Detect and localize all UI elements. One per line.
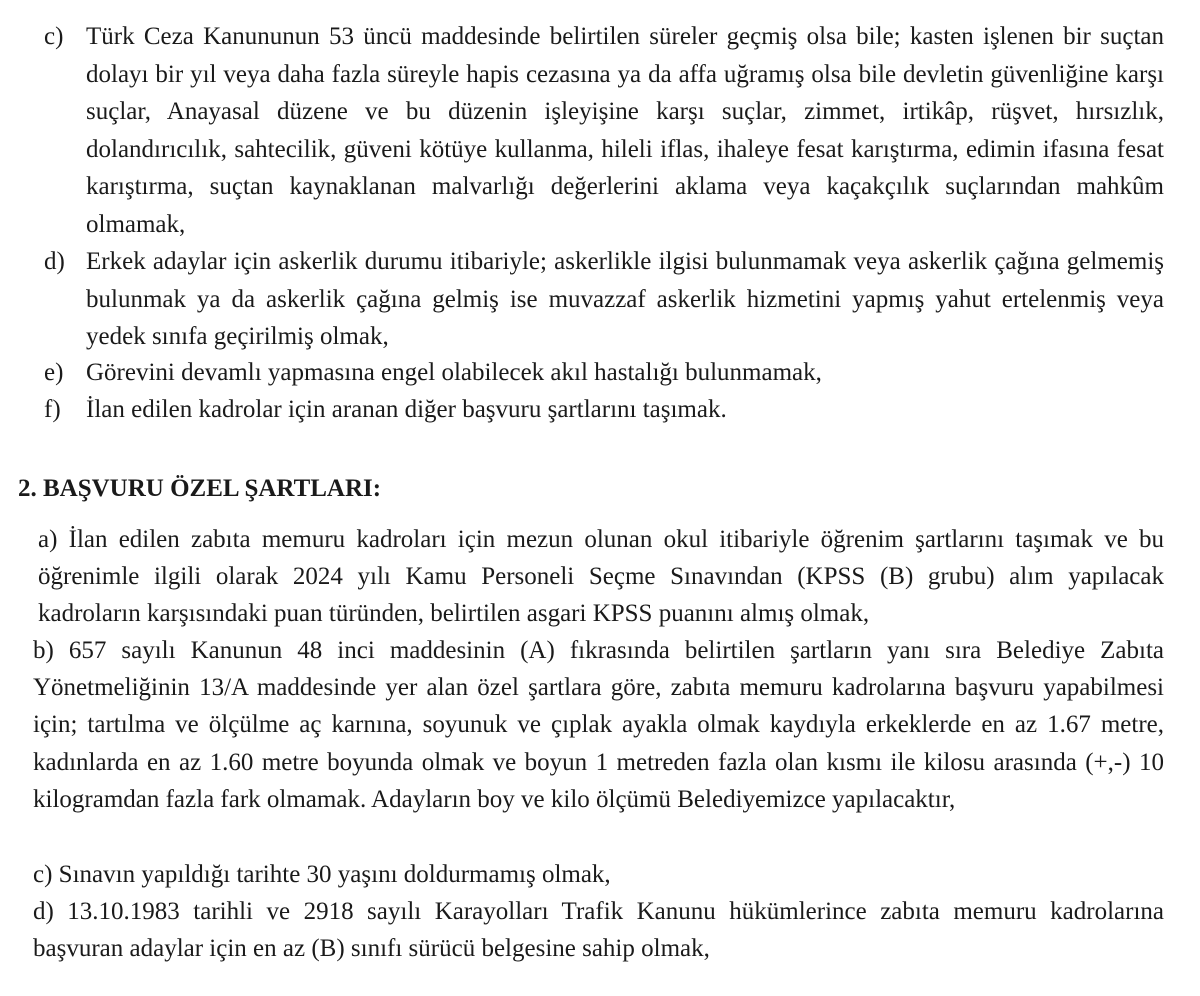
list-item-text: Türk Ceza Kanununun 53 üncü maddesinde belirtilen süreler geçmiş olsa bile; kasten işlenen bir suçtan dolayı bir yıl veya daha fazla süreyle hapis cezasına ya da affa uğramış olsa bile devletin güvenliğine karşı suçlar, Anayasal düzene ve bu düzenin işleyişine karşı suçlar, zimmet, irtikâp, rüşvet, hırsızlık, dolandırıcılık, sahtecilik, güveni kötüye kullanma, hileli iflas, ihaleye fesat karıştırma, edimin ifasına fesat karıştırma, suçtan kaynaklanan malvarlığı değerlerini aklama veya kaçakçılık suçlarından mahkûm olmamak,	[86, 23, 1164, 238]
paragraph-a: a) İlan edilen zabıta memuru kadroları için mezun olunan okul itibariyle öğrenim şartlarını taşımak ve bu öğrenimle ilgili olarak 2024 yılı Kamu Personeli Seçme Sınavından (KPSS (B) grubu) alım yapılacak kadroların karşısındaki puan türünden, belirtilen asgari KPSS puanını almış olmak,	[38, 526, 1164, 628]
paragraph-d: d) 13.10.1983 tarihli ve 2918 sayılı Karayolları Trafik Kanunu hükümlerince zabıta memuru kadrolarına başvuran adaylar için en az (B) sınıfı sürücü belgesine sahip olmak,	[33, 898, 1164, 963]
list-item-text: İlan edilen kadrolar için aranan diğer başvuru şartlarını taşımak.	[86, 396, 727, 423]
list-marker: f)	[44, 396, 61, 423]
list-marker: d)	[44, 248, 65, 275]
list-marker: c)	[44, 23, 64, 50]
paragraph-c: c) Sınavın yapıldığı tarihte 30 yaşını doldurmamış olmak,	[33, 861, 611, 888]
section-heading: 2. BAŞVURU ÖZEL ŞARTLARI:	[18, 475, 382, 502]
list-item-text: Görevini devamlı yapmasına engel olabilecek akıl hastalığı bulunmamak,	[86, 359, 822, 386]
paragraph-b: b) 657 sayılı Kanunun 48 inci maddesinin (A) fıkrasında belirtilen şartların yanı sıra Belediye Zabıta Yönetmeliğinin 13/A maddesinde yer alan özel şartlara göre, zabıta memuru kadrolarına başvuru yapabilmesi için; tartılma ve ölçülme aç karnına, soyunuk ve çıplak ayakla olmak kaydıyla erkeklerde en az 1.67 metre, kadınlarda en az 1.60 metre boyunda olmak ve boyun 1 metreden fazla olan kısmı ile kilosu arasında (+,-) 10 kilogramdan fazla fark olmamak. Adayların boy ve kilo ölçümü Belediyemizce yapılacaktır,	[33, 637, 1164, 813]
list-item-text: Erkek adaylar için askerlik durumu itibariyle; askerlikle ilgisi bulunmamak veya askerlik çağına gelmemiş bulunmak ya da askerlik çağına gelmiş ise muvazzaf askerlik hizmetini yapmış yahut ertelenmiş veya yedek sınıfa geçirilmiş olmak,	[86, 248, 1164, 350]
list-marker: e)	[44, 359, 64, 386]
